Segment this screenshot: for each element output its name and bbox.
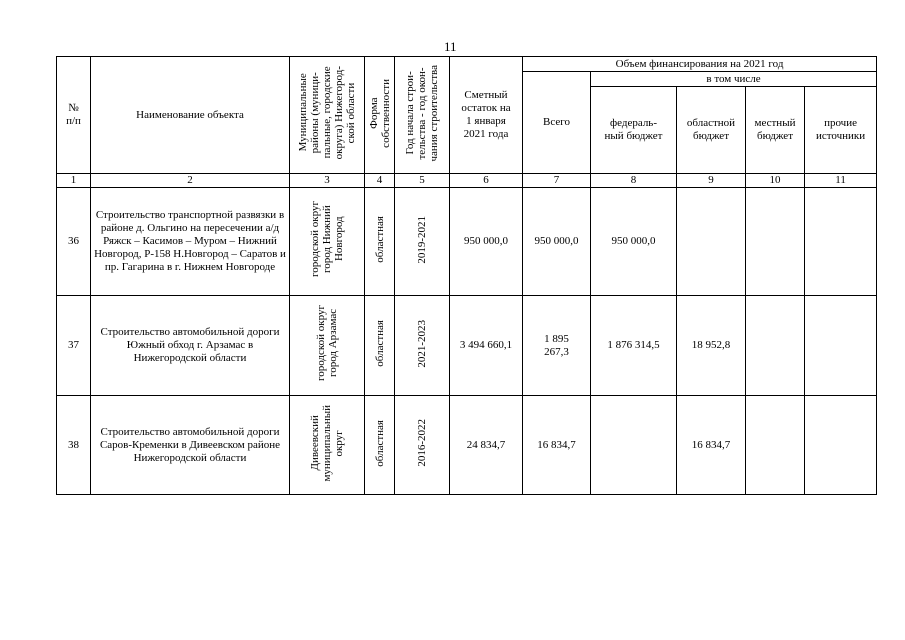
row-remainder: 3 494 660,1 bbox=[450, 296, 523, 396]
row-district bbox=[290, 296, 365, 396]
row-remainder: 24 834,7 bbox=[450, 396, 523, 495]
row-object-name: Строительство автомобильной дороги Южный обход г. Арзамас в Нижегородской области bbox=[91, 296, 290, 396]
table-row bbox=[57, 396, 877, 495]
row-ownership-text: областная bbox=[373, 419, 386, 467]
row-years bbox=[395, 396, 450, 495]
row-local bbox=[746, 396, 805, 495]
row-total: 1 895 267,3 bbox=[523, 296, 591, 396]
header-total: Всего bbox=[523, 72, 591, 174]
row-years-text: 2019-2021 bbox=[416, 215, 428, 264]
row-total: 16 834,7 bbox=[523, 396, 591, 495]
row-regional bbox=[677, 188, 746, 296]
table-row bbox=[57, 188, 877, 296]
row-years bbox=[395, 188, 450, 296]
row-num: 36 bbox=[57, 188, 91, 296]
row-ownership bbox=[365, 296, 395, 396]
row-years-text: 2016-2022 bbox=[416, 419, 428, 467]
header-name: Наименование объекта bbox=[91, 57, 290, 174]
row-other bbox=[805, 396, 877, 495]
row-federal bbox=[591, 396, 677, 495]
row-num: 37 bbox=[57, 296, 91, 396]
column-number-row bbox=[57, 174, 877, 188]
row-num: 38 bbox=[57, 396, 91, 495]
table-row bbox=[57, 296, 877, 396]
row-ownership bbox=[365, 396, 395, 495]
financing-table bbox=[56, 56, 877, 495]
row-local bbox=[746, 296, 805, 396]
row-federal: 950 000,0 bbox=[591, 188, 677, 296]
row-years-text: 2021-2023 bbox=[416, 319, 428, 368]
header-years bbox=[395, 57, 450, 174]
col-number: 3 bbox=[290, 174, 365, 188]
col-number: 5 bbox=[395, 174, 450, 188]
col-number: 7 bbox=[523, 174, 591, 188]
col-number: 6 bbox=[450, 174, 523, 188]
header-district bbox=[290, 57, 365, 174]
header-remainder: Сметный остаток на 1 января 2021 года bbox=[450, 57, 523, 174]
row-object-name: Строительство транспортной развязки в районе д. Ольгино на пересечении а/д Ряжск – Касимов – Муром – Нижний Новгород, Р-158 Н.Новгород – Саратов и пр. Гагарина в г. Нижнем Новгороде bbox=[91, 188, 290, 296]
row-regional: 16 834,7 bbox=[677, 396, 746, 495]
row-ownership-text: областная bbox=[373, 216, 386, 263]
col-number: 8 bbox=[591, 174, 677, 188]
row-local bbox=[746, 188, 805, 296]
header-district-text: Муниципальные районы (муници- пальные, городские округа) Нижегород- ской области bbox=[297, 66, 357, 160]
row-regional: 18 952,8 bbox=[677, 296, 746, 396]
col-number: 10 bbox=[746, 174, 805, 188]
header-regional: областной бюджет bbox=[677, 87, 746, 174]
col-number: 9 bbox=[677, 174, 746, 188]
row-district-text: городской округ город Арзамас bbox=[315, 305, 339, 382]
row-years bbox=[395, 296, 450, 396]
row-federal: 1 876 314,5 bbox=[591, 296, 677, 396]
row-district-text: городской округ город Нижний Новгород bbox=[309, 201, 345, 278]
header-other: прочие источники bbox=[805, 87, 877, 174]
row-district bbox=[290, 188, 365, 296]
row-other bbox=[805, 188, 877, 296]
header-local: местный бюджет bbox=[746, 87, 805, 174]
header-num: № п/п bbox=[57, 57, 91, 174]
header-years-text: Год начала строи- тельства - год окон- чания строительства bbox=[404, 64, 440, 162]
row-district bbox=[290, 396, 365, 495]
col-number: 4 bbox=[365, 174, 395, 188]
row-total: 950 000,0 bbox=[523, 188, 591, 296]
row-remainder: 950 000,0 bbox=[450, 188, 523, 296]
row-object-name: Строительство автомобильной дороги Саров-Кременки в Дивеевском районе Нижегородской области bbox=[91, 396, 290, 495]
row-other bbox=[805, 296, 877, 396]
header-funding: Объем финансирования на 2021 год bbox=[523, 57, 877, 72]
col-number: 2 bbox=[91, 174, 290, 188]
col-number: 1 bbox=[57, 174, 91, 188]
page-number: 11 bbox=[444, 39, 457, 54]
row-ownership bbox=[365, 188, 395, 296]
header-row-1 bbox=[57, 57, 877, 72]
header-ownership-text: Форма собственности bbox=[367, 78, 392, 148]
row-ownership-text: областная bbox=[373, 320, 386, 367]
col-number: 11 bbox=[805, 174, 877, 188]
header-ownership bbox=[365, 57, 395, 174]
header-including: в том числе bbox=[591, 72, 877, 87]
header-federal: федераль- ный бюджет bbox=[591, 87, 677, 174]
row-district-text: Дивеевский муниципальный округ bbox=[309, 404, 345, 482]
